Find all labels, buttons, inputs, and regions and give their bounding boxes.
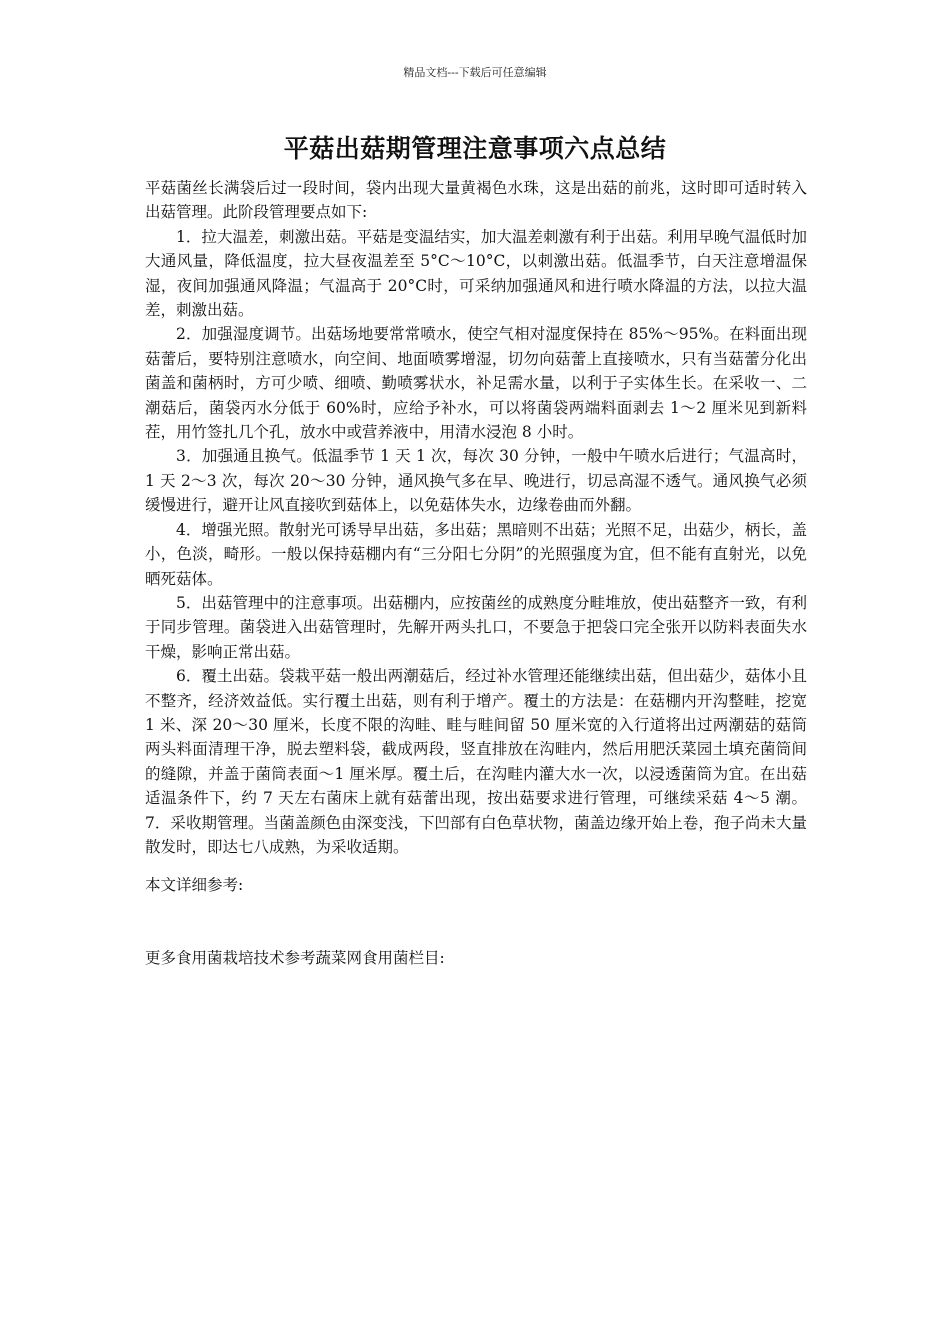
point-6-paragraph: 6．覆土出菇。袋栽平菇一般出两潮菇后，经过补水管理还能继续出菇，但出菇少，菇体小且不整齐，经济效益低。实行覆土出菇，则有利于增产。覆土的方法是：在菇棚内开沟整畦，挖宽 1 米、深 20～30 厘米，长度不限的沟畦、畦与畦间留 50 厘米宽的入行道将出过两潮菇的菇筒两头料面清理干净，脱去塑料袋，截成两段，竖直排放在沟畦内，然后用肥沃菜园土填充菌筒间的缝隙，并盖于菌筒表面～1 厘米厚。覆土后，在沟畦内灌大水一次，以浸透菌筒为宜。在出菇适温条件下，约 7 天左右菌床上就有菇蕾出现，按出菇要求进行管理，可继续采菇 4～5 潮。 7．采收期管理。当菌盖颜色由深变浅，下凹部有白色草状物，菌盖边缘开始上卷，孢子尚未大量散发时，即达七八成熟，为采收适期。 (145, 667, 807, 856)
point-5-paragraph: 5．出菇管理中的注意事项。出菇棚内，应按菌丝的成熟度分畦堆放，使出菇整齐一致，有利于同步管理。菌袋进入出菇管理时，先解开两头扎口，不要急于把袋口完全张开以防料表面失水干燥，影响正常出菇。 (145, 593, 807, 661)
point-1-paragraph: 1．拉大温差，刺激出菇。平菇是变温结实，加大温差刺激有利于出菇。利用早晚气温低时加大通风量，降低温度，拉大昼夜温差至 5°C～10°C，以刺激出菇。低温季节，白天注意增温保湿，夜间加强通风降温；气温高于 20°C时，可采纳加强通风和进行喷水降温的方法，以拉大温差，刺激出菇。 (145, 227, 807, 320)
intro-paragraph: 平菇菌丝长满袋后过一段时间，袋内出现大量黄褐色水珠，这是出菇的前兆，这时即可适时转入出菇管理。此阶段管理要点如下: (145, 179, 807, 222)
document-body (145, 176, 807, 859)
page-header-note: 精品文档---下载后可任意编辑 (403, 66, 547, 79)
point-2-paragraph: 2．加强湿度调节。出菇场地要常常喷水，使空气相对湿度保持在 85%～95%。在料面出现菇蕾后，要特别注意喷水，向空间、地面喷雾增湿，切勿向菇蕾上直接喷水，只有当菇蕾分化出菌盖和菌柄时，方可少喷、细喷、勤喷雾状水，补足需水量，以利于子实体生长。在采收一、二潮菇后，菌袋丙水分低于 60%时，应给予补水，可以将菌袋两端料面剥去 1～2 厘米见到新料茬，用竹签扎几个孔，放水中或营养液中，用清水浸泡 8 小时。 (145, 325, 807, 442)
reference-label: 本文详细参考: (145, 876, 244, 894)
more-info-label: 更多食用菌栽培技术参考蔬菜网食用菌栏目: (145, 949, 445, 967)
point-4-paragraph: 4．增强光照。散射光可诱导早出菇，多出菇；黑暗则不出菇；光照不足，出菇少，柄长，盖小，色淡，畸形。一般以保持菇棚内有“三分阳七分阴”的光照强度为宜，但不能有直射光，以免晒死菇体。 (145, 520, 807, 588)
point-3-paragraph: 3．加强通且换气。低温季节 1 天 1 次，每次 30 分钟，一般中午喷水后进行；气温高时，1 天 2～3 次，每次 20～30 分钟，通风换气多在早、晚进行，切忌高湿不透气。通风换气必须缓慢进行，避开让风直接吹到菇体上，以免菇体失水，边缘卷曲而外翻。 (145, 447, 807, 515)
document-title: 平菇出菇期管理注意事项六点总结 (283, 134, 667, 163)
